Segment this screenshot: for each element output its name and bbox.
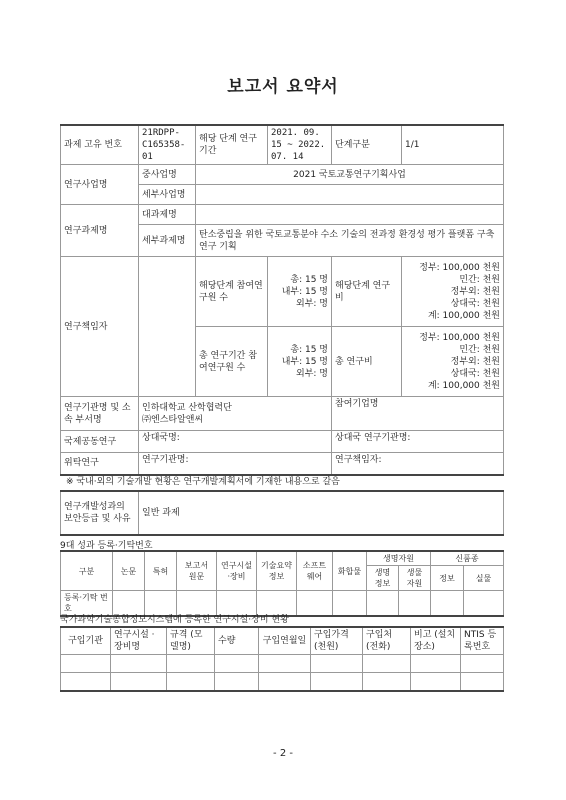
security-table bbox=[60, 490, 504, 536]
outcome-header-report: 보고서 원문 bbox=[177, 551, 217, 591]
equipment-cell bbox=[111, 673, 167, 691]
total-cost-gov-other: 정부외: 천원 bbox=[450, 356, 500, 367]
intl-label: 국제공동연구 bbox=[61, 431, 139, 453]
stage-cost-partner: 상대국: 천원 bbox=[450, 298, 500, 309]
equipment-cell bbox=[259, 673, 311, 691]
total-cost-values bbox=[402, 327, 504, 397]
outcomes-heading: 9대 성과 등록·기탁번호 bbox=[60, 541, 153, 551]
equipment-cell bbox=[111, 655, 167, 673]
note-text: ※ 국내·외의 기술개발 현황은 연구개발계획서에 기재한 내용으로 갈음 bbox=[66, 477, 340, 487]
project-id: 21RDPP-C165358-01 bbox=[139, 125, 196, 165]
equipment-header-note: 비고 (설치장소) bbox=[411, 627, 461, 655]
security-label: 연구개발성과의 보안등급 및 사유 bbox=[61, 491, 139, 535]
outcome-sub-variety-info: 정보 bbox=[431, 566, 464, 591]
total-staff-counts bbox=[268, 327, 332, 397]
equipment-header-ntis: NTIS 등록번호 bbox=[461, 627, 504, 655]
page-title: 보고서 요약서 bbox=[227, 77, 339, 97]
outcome-cell bbox=[399, 591, 431, 617]
equipment-header-buyer: 구입기관 bbox=[61, 627, 111, 655]
stage-staff-internal: 내부: 15 명 bbox=[281, 286, 328, 297]
stage-cost-values bbox=[402, 257, 504, 327]
sub-program bbox=[196, 185, 504, 205]
outcome-header-tech-summary: 기술요약 정보 bbox=[257, 551, 297, 591]
stage-cost-label: 해당단계 연구비 bbox=[332, 257, 402, 327]
outcome-sub-bio-resource: 생물 자원 bbox=[399, 566, 431, 591]
period-label: 해당 단계 연구 기간 bbox=[196, 125, 268, 165]
equipment-table bbox=[60, 626, 504, 692]
outcome-sub-variety-physical: 실물 bbox=[464, 566, 504, 591]
equipment-cell bbox=[61, 655, 111, 673]
outcome-header-patent: 특허 bbox=[145, 551, 177, 591]
equipment-header-vendor: 구입처 (전화) bbox=[363, 627, 411, 655]
sub-program-label: 세부사업명 bbox=[139, 185, 196, 205]
program-label: 연구사업명 bbox=[61, 165, 139, 205]
total-cost-private: 민간: 천원 bbox=[459, 344, 500, 355]
equipment-cell bbox=[461, 673, 504, 691]
stage-cost-private: 민간: 천원 bbox=[459, 274, 500, 285]
big-task bbox=[196, 205, 504, 225]
outcome-row-label: 등록·기탁 번호 bbox=[61, 591, 113, 617]
outcome-cell bbox=[367, 591, 399, 617]
outcome-header-paper: 논문 bbox=[113, 551, 145, 591]
equipment-cell bbox=[311, 673, 363, 691]
equipment-cell bbox=[215, 673, 259, 691]
equipment-cell bbox=[411, 673, 461, 691]
equipment-heading: 국가과학기술종합정보시스템에 등록한 연구시설·장비 현황 bbox=[60, 615, 289, 625]
main-program: 2021 국토교통연구기획사업 bbox=[196, 165, 504, 185]
total-staff-external: 외부: 명 bbox=[296, 368, 328, 379]
equipment-cell bbox=[461, 655, 504, 673]
detail-task: 탄소중립을 위한 국토교통분야 수소 기술의 전과정 환경성 평가 플랫폼 구축연구 기획 bbox=[196, 225, 504, 257]
outcome-cell bbox=[297, 591, 333, 617]
security-value: 일반 과제 bbox=[139, 491, 504, 535]
stage-cost-gov: 정부: 100,000 천원 bbox=[419, 262, 500, 273]
total-staff-label: 총 연구기간 참여연구원 수 bbox=[196, 327, 268, 397]
partner-org: 상대국 연구기관명: bbox=[332, 431, 504, 453]
equipment-header-quantity: 수량 bbox=[215, 627, 259, 655]
equipment-cell bbox=[311, 655, 363, 673]
stage-staff-external: 외부: 명 bbox=[296, 298, 328, 309]
equipment-header-name: 연구시설 · 장비명 bbox=[111, 627, 167, 655]
stage-cost-total: 계: 100,000 천원 bbox=[427, 310, 500, 321]
equipment-cell bbox=[411, 655, 461, 673]
stage-label: 단계구분 bbox=[332, 125, 402, 165]
equipment-cell bbox=[259, 655, 311, 673]
equipment-header-spec: 규격 (모델명) bbox=[167, 627, 215, 655]
stage-cost-gov-other: 정부외: 천원 bbox=[450, 286, 500, 297]
equipment-header-price: 구입가격 (천원) bbox=[311, 627, 363, 655]
project-id-label: 과제 고유 번호 bbox=[61, 125, 139, 165]
outcomes-table bbox=[60, 550, 504, 617]
equipment-cell bbox=[167, 673, 215, 691]
stage-staff-total: 총: 15 명 bbox=[290, 274, 328, 285]
period: 2021. 09. 15 ~ 2022. 07. 14 bbox=[268, 125, 332, 165]
outcome-sub-bio-info: 생명 정보 bbox=[367, 566, 399, 591]
total-cost-label: 총 연구비 bbox=[332, 327, 402, 397]
total-cost-partner: 상대국: 천원 bbox=[450, 368, 500, 379]
researcher-value bbox=[139, 257, 196, 397]
delegated-pi: 연구책임자: bbox=[332, 453, 504, 475]
stage-staff-counts bbox=[268, 257, 332, 327]
equipment-cell bbox=[215, 655, 259, 673]
big-task-label: 대과제명 bbox=[139, 205, 196, 225]
outcome-header-bio: 생명자원 bbox=[367, 551, 431, 566]
participant-label: 참여기업명 bbox=[332, 397, 504, 431]
equipment-cell bbox=[363, 655, 411, 673]
total-cost-gov: 정부: 100,000 천원 bbox=[419, 332, 500, 343]
partner-country: 상대국명: bbox=[139, 431, 332, 453]
total-cost-total: 계: 100,000 천원 bbox=[427, 380, 500, 391]
equipment-cell bbox=[61, 673, 111, 691]
stage-value: 1/1 bbox=[402, 125, 504, 165]
main-program-label: 중사업명 bbox=[139, 165, 196, 185]
outcome-header-equipment: 연구시설 ·장비 bbox=[217, 551, 257, 591]
page-number: - 2 - bbox=[273, 748, 293, 759]
stage-staff-label: 해당단계 참여연구원 수 bbox=[196, 257, 268, 327]
researcher-label: 연구책임자 bbox=[61, 257, 139, 397]
outcome-cell bbox=[333, 591, 367, 617]
equipment-header-date: 구입연월일 bbox=[259, 627, 311, 655]
equipment-cell bbox=[363, 673, 411, 691]
outcome-header-compound: 화합물 bbox=[333, 551, 367, 591]
delegated-label: 위탁연구 bbox=[61, 453, 139, 475]
total-staff-internal: 내부: 15 명 bbox=[281, 356, 328, 367]
detail-task-label: 세부과제명 bbox=[139, 225, 196, 257]
delegated-org: 연구기관명: bbox=[139, 453, 332, 475]
institution-sub: ㈜엔스타알앤씨 bbox=[142, 414, 204, 425]
outcome-header-software: 소프트 웨어 bbox=[297, 551, 333, 591]
outcome-cell bbox=[431, 591, 464, 617]
summary-table bbox=[60, 124, 504, 476]
institution-value bbox=[139, 397, 332, 431]
institution-name: 인하대학교 산학협력단 bbox=[142, 402, 232, 413]
outcome-header-category: 구분 bbox=[61, 551, 113, 591]
total-staff-total: 총: 15 명 bbox=[290, 344, 328, 355]
equipment-cell bbox=[167, 655, 215, 673]
task-label: 연구과제명 bbox=[61, 205, 139, 257]
outcome-header-variety: 신품종 bbox=[431, 551, 504, 566]
outcome-cell bbox=[464, 591, 504, 617]
institution-label: 연구기관명 및 소속 부서명 bbox=[61, 397, 139, 431]
